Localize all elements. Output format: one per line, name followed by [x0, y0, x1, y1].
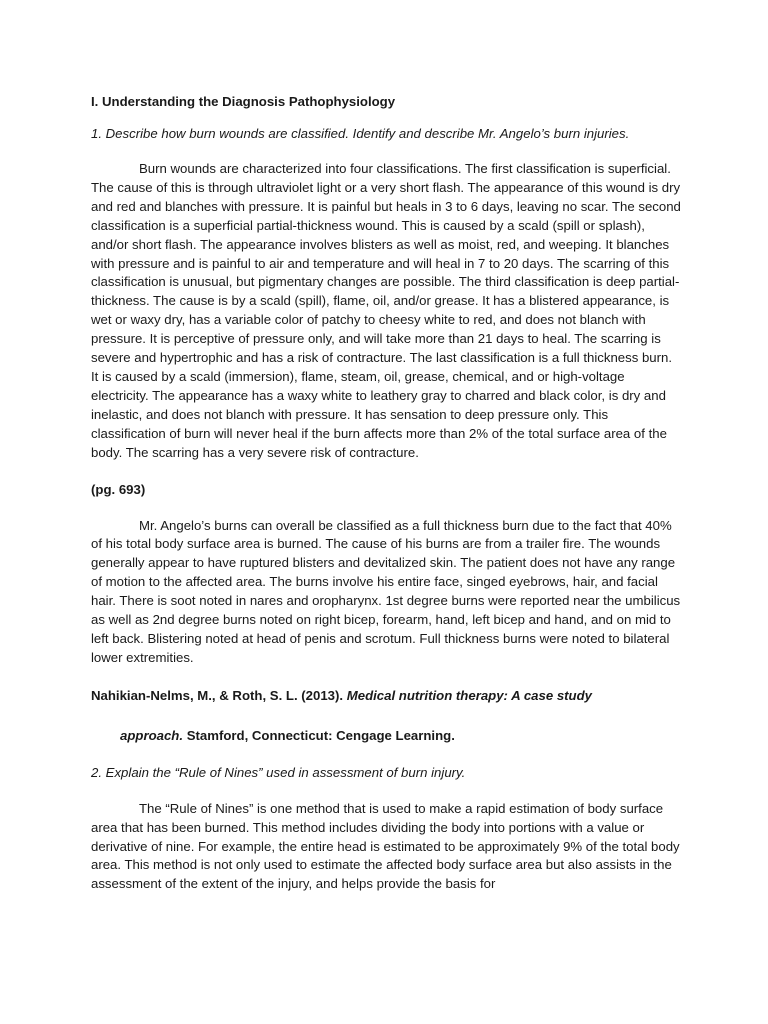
- citation-title-part2: approach.: [120, 727, 184, 743]
- citation-title-part1: Medical nutrition therapy: A case study: [346, 687, 592, 703]
- paragraph-angelo-burns: Mr. Angelo’s burns can overall be classified as a full thickness burn due to the fact that 40% of his total body surface area is burned. The cause of his burns are from a trailer fire. The wounds generally appear to have ruptured blisters and devitalized skin. The patient does not have any range of motion to the affected area. The burns involve his entire face, singed eyebrows, hair, and facial hair. There is soot noted in nares and oropharynx. 1st degree burns were reported near the umbilicus as well as 2nd degree burns noted on right bicep, forearm, hand, left bicep and hand, and on mid to left back. Blistering noted at head of penis and scrotum. Full thickness burns were noted to bilateral lower extremities.: [91, 517, 681, 665]
- paragraph-rule-of-nines: The “Rule of Nines” is one method that is used to make a rapid estimation of body surface area that has been burned. This method includes dividing the body into portions with a value or derivative of nine. For example, the entire head is estimated to be approximately 9% of the total body area. This method is not only used to estimate the affected body surface area but also assists in the assessment of the extent of the injury, and helps provide the basis for: [91, 800, 680, 892]
- citation-authors: Nahikian-Nelms, M., & Roth, S. L. (2013).: [91, 687, 347, 703]
- question-1: 1. Describe how burn wounds are classified. Identify and describe Mr. Angelo’s burn injuries.: [91, 126, 630, 141]
- section-heading: I. Understanding the Diagnosis Pathophysiology: [91, 94, 396, 109]
- citation-publisher: Stamford, Connecticut: Cengage Learning.: [183, 727, 455, 743]
- paragraph-burn-classifications: Burn wounds are characterized into four classifications. The first classification is superficial. The cause of this is through ultraviolet light or a very short flash. The appearance of this wound is dry and red and blanches with pressure. It is painful but heals in 3 to 6 days, leaving no scar. The second classification is a superficial partial-thickness wound. This is caused by a scald (spill or splash), and/or short flash. The appearance involves blisters as well as moist, red, and weeping. It blanches with pressure and is painful to air and temperature and will heal in 7 to 20 days. The scarring of this classification is unusual, but pigmentary changes are possible. The third classification is deep partial-thickness. The cause is by a scald (spill), flame, oil, and/or grease. It has a blistered appearance, is wet or waxy dry, has a variable color of patchy to cheesy white to red, and does not blanch with pressure. It is perceptive of pressure only, and will take more than 21 days to heal. The scarring is severe and hypertrophic and has a risk of contracture. The last classification is a full thickness burn. It is caused by a scald (immersion), flame, steam, oil, grease, chemical, and or high-voltage electricity. The appearance has a waxy white to leathery gray to charred and black color, is dry and inelastic, and does not blanch with pressure. It has sensation to deep pressure only. This classification of burn will never heal if the burn affects more than 2% of the total surface area of the body. The scarring has a very severe risk of contracture.: [91, 161, 681, 460]
- citation-line-2: [91, 726, 681, 745]
- page-reference: (pg. 693): [91, 481, 146, 497]
- question-2: 2. Explain the “Rule of Nines” used in assessment of burn injury.: [91, 764, 466, 780]
- citation-line-1: [91, 686, 681, 705]
- document-page: [91, 92, 681, 894]
